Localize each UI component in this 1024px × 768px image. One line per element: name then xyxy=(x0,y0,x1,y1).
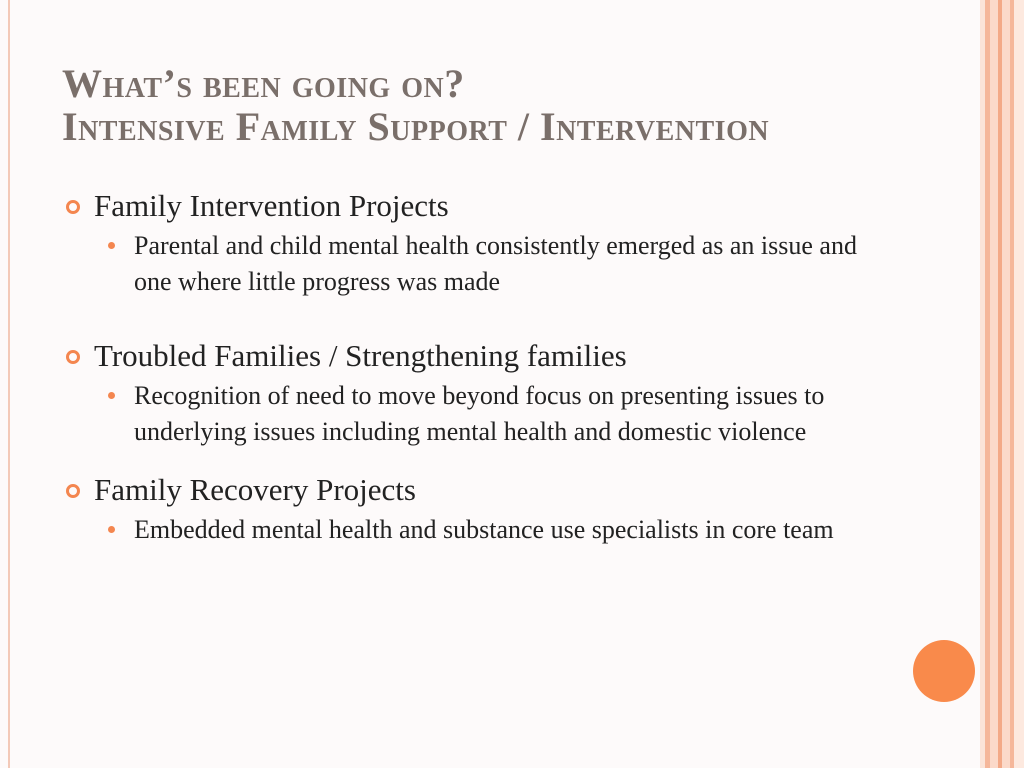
level1-bullet xyxy=(64,186,884,226)
dot-bullet-icon xyxy=(108,526,115,533)
ring-bullet-icon xyxy=(66,200,80,214)
dot-bullet-icon xyxy=(108,242,115,249)
ring-bullet-icon xyxy=(66,350,80,364)
level1-bullet xyxy=(64,336,884,376)
right-stripe-7 xyxy=(1014,0,1024,768)
level2-bullet-text: Recognition of need to move beyond focus on presenting issues to underlying issues including mental health and domestic violence xyxy=(134,381,825,446)
dot-bullet-icon xyxy=(108,392,115,399)
decorative-orange-circle xyxy=(913,640,975,702)
level2-bullet xyxy=(64,512,884,548)
slide-title xyxy=(62,62,962,148)
right-stripe-5 xyxy=(1002,0,1010,768)
section-family-intervention-projects xyxy=(64,186,884,300)
level1-bullet-text: Troubled Families / Strengthening families xyxy=(94,338,627,373)
section-family-recovery-projects xyxy=(64,470,884,548)
level1-bullet-text: Family Recovery Projects xyxy=(94,472,416,507)
level1-bullet xyxy=(64,470,884,510)
level2-bullet-text: Parental and child mental health consistently emerged as an issue and one where little progress was made xyxy=(134,231,857,296)
section-troubled-families xyxy=(64,336,884,450)
bullet-list xyxy=(64,186,884,548)
level1-bullet-text: Family Intervention Projects xyxy=(94,188,449,223)
right-stripe-3 xyxy=(990,0,998,768)
title-line-1: What’s been going on? xyxy=(62,61,465,106)
title-line-2: Intensive Family Support / Intervention xyxy=(62,104,770,149)
level2-bullet xyxy=(64,228,884,300)
left-border-rule xyxy=(8,0,10,768)
level2-bullet-text: Embedded mental health and substance use specialists in core team xyxy=(134,515,834,544)
ring-bullet-icon xyxy=(66,484,80,498)
level2-bullet xyxy=(64,378,884,450)
